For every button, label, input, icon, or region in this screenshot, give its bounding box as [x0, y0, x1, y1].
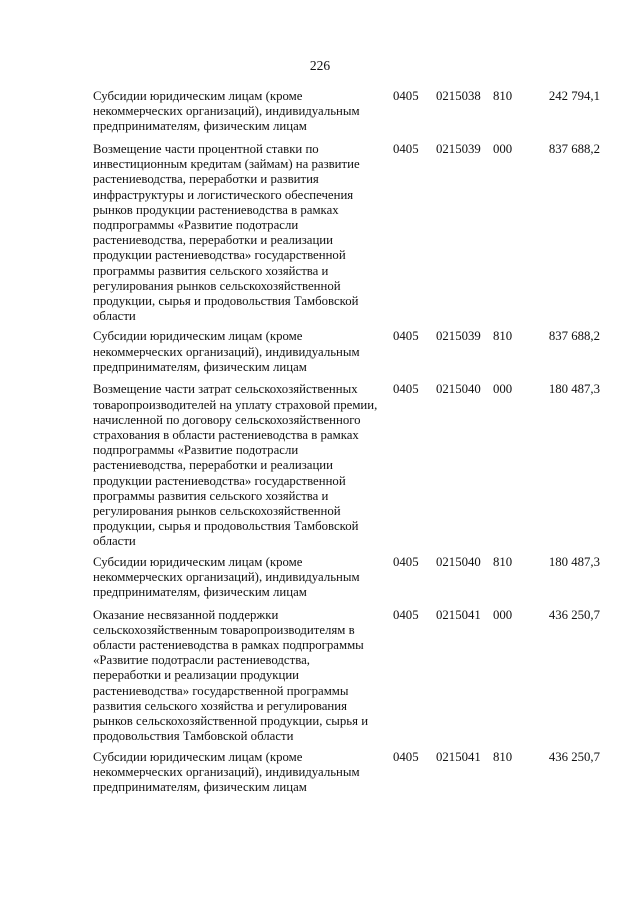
row-description: Субсидии юридическим лицам (кроме некоммерческих организаций), индивидуальным предпринимателям, физическим лицам — [93, 329, 360, 374]
row-description: Субсидии юридическим лицам (кроме некоммерческих организаций), индивидуальным предпринимателям, физическим лицам — [93, 554, 360, 600]
row-target-code: 0215038 — [436, 89, 481, 103]
row-target-code: 0215040 — [436, 554, 481, 569]
table-row — [0, 329, 640, 377]
row-amount: 436 250,7 — [548, 607, 600, 622]
table-row — [0, 382, 640, 549]
row-expense-type: 810 — [493, 554, 513, 569]
row-description: Возмещение части затрат сельскохозяйственных товаропроизводителей на уплату страховой премии, начисленной по договору сельскохозяйственного страхования в области растениеводства в рамках подпрограммы «Развитие подотрасли растениеводства, переработки и реализации продукции растениеводства» государственной программы развития сельского хозяйства и регулирования рынков сельскохозяйственной продукции, сырья и продовольствия Тамбовской области — [93, 382, 378, 549]
table-row — [0, 89, 640, 137]
row-section-code: 0405 — [393, 382, 419, 397]
row-target-code: 0215039 — [436, 142, 481, 156]
row-target-code: 0215039 — [436, 329, 481, 344]
row-amount: 436 250,7 — [548, 749, 600, 764]
row-amount: 837 688,2 — [548, 142, 600, 156]
row-expense-type: 000 — [493, 142, 513, 156]
row-amount: 180 487,3 — [548, 382, 600, 397]
page-number: 226 — [309, 58, 331, 73]
row-expense-type: 810 — [493, 749, 513, 764]
row-section-code: 0405 — [393, 607, 419, 622]
row-section-code: 0405 — [393, 749, 419, 764]
row-description: Субсидии юридическим лицам (кроме некоммерческих организаций), индивидуальным предпринимателям, физическим лицам — [93, 89, 360, 134]
row-section-code: 0405 — [393, 329, 419, 344]
row-section-code: 0405 — [393, 89, 419, 103]
row-target-code: 0215041 — [436, 749, 481, 764]
row-expense-type: 000 — [493, 607, 513, 622]
row-description: Оказание несвязанной поддержки сельскохозяйственным товаропроизводителям в области растениеводства в рамках подпрограммы «Развитие подотрасли растениеводства, переработки и реализации продукции растениеводства» государственной программы развития сельского хозяйства и регулирования рынков сельскохозяйственной продукции, сырья и продовольствия Тамбовской области — [93, 607, 369, 744]
row-amount: 837 688,2 — [548, 329, 600, 344]
row-section-code: 0405 — [393, 554, 419, 569]
table-row — [0, 142, 640, 324]
budget-table — [0, 89, 640, 803]
row-target-code: 0215040 — [436, 382, 481, 397]
row-amount: 180 487,3 — [548, 554, 600, 569]
table-row — [0, 750, 640, 798]
row-description: Возмещение части процентной ставки по инвестиционным кредитам (займам) на развитие растениеводства, переработки и развития инфраструктуры и логистического обеспечения рынков продукции растениеводства в рамках подпрограммы «Развитие подотрасли растениеводства, переработки и реализации продукции растениеводства» государственной программы развития сельского хозяйства и регулирования рынков сельскохозяйственной продукции, сырья и продовольствия Тамбовской области — [93, 142, 360, 324]
table-row — [0, 555, 640, 603]
row-section-code: 0405 — [393, 142, 419, 156]
row-description: Субсидии юридическим лицам (кроме некоммерческих организаций), индивидуальным предпринимателям, физическим лицам — [93, 749, 360, 794]
row-expense-type: 810 — [493, 89, 513, 103]
table-row — [0, 608, 640, 745]
row-expense-type: 000 — [493, 382, 513, 397]
row-target-code: 0215041 — [436, 607, 481, 622]
row-expense-type: 810 — [493, 329, 513, 344]
row-amount: 242 794,1 — [548, 89, 600, 103]
